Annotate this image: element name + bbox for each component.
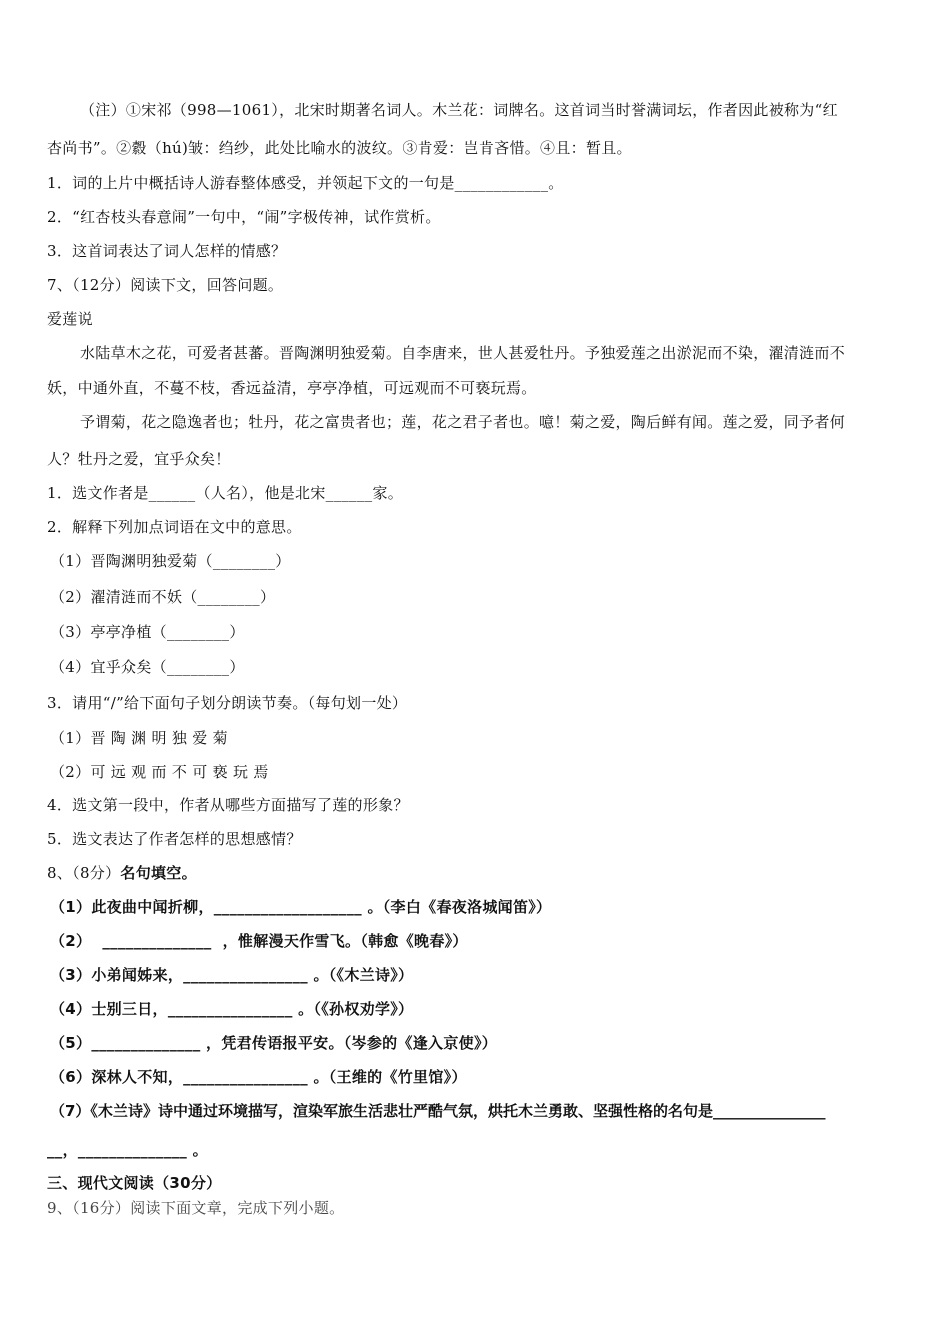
fill-item: （7）《木兰诗》诗中通过环境描写，渲染军旅生活悲壮严酷气氛，烘托木兰勇敢、坚强性格的名句是_______________ xyxy=(50,1102,826,1120)
question-8-title: 名句填空。 xyxy=(120,864,197,882)
passage-para1-line1: 水陆草木之花，可爱者甚蕃。晋陶渊明独爱菊。自李唐来，世人甚爱牡丹。予独爱莲之出淤泥而不染，濯清涟而不 xyxy=(80,344,846,362)
question-7-2: 2．解释下列加点词语在文中的意思。 xyxy=(47,518,302,536)
passage-para1-line2: 妖，中通外直，不蔓不枝，香远益清，亭亭净植，可远观而不可亵玩焉。 xyxy=(47,379,537,397)
question-7-5: 5．选文表达了作者怎样的思想感情？ xyxy=(47,830,302,848)
question-8-header xyxy=(47,863,197,883)
question-7-4: 4．选文第一段中，作者从哪些方面描写了莲的形象？ xyxy=(47,796,409,814)
fill-item: （6）深林人不知，________________ 。（王维的《竹里馆》） xyxy=(50,1068,467,1086)
fill-item: （5）______________ ，凭君传语报平安。（岑参的《逢入京使》） xyxy=(50,1034,498,1052)
passage-para2-line1: 予谓菊，花之隐逸者也；牡丹，花之富贵者也；莲，花之君子者也。噫！菊之爱，陶后鲜有闻。莲之爱，同予者何 xyxy=(80,413,846,431)
section-heading: 三、现代文阅读（30分） xyxy=(47,1174,222,1192)
question-7-1: 1．选文作者是______（人名），他是北宋______家。 xyxy=(47,484,404,502)
note-line-2: 杏尚书”。②縠（hú)皱：绉纱，此处比喻水的波纹。③肯爱：岂肯吝惜。④且：暂且。 xyxy=(47,139,632,157)
question-7-2-item: （3）亭亭净植（________） xyxy=(50,623,245,641)
question-7-3: 3．请用“/”给下面句子划分朗读节奏。（每句划一处） xyxy=(47,694,408,712)
question-9-header: 9、（16分）阅读下面文章，完成下列小题。 xyxy=(47,1199,345,1217)
fill-item-continued: __，______________ 。 xyxy=(47,1141,208,1159)
passage-para2-line2: 人？牡丹之爱，宜乎众矣！ xyxy=(47,450,231,468)
question-7-3-item: （1）晋 陶 渊 明 独 爱 菊 xyxy=(50,729,228,747)
fill-item: （4）士别三日，________________ 。（《孙权劝学》） xyxy=(50,1000,414,1018)
question-7-2-item: （1）晋陶渊明独爱菊（________） xyxy=(50,552,291,570)
fill-item: （2） ______________ ，惟解漫天作雪飞。（韩愈《晚春》） xyxy=(50,932,468,950)
note-line-1: （注）①宋祁（998—1061），北宋时期著名词人。木兰花：词牌名。这首词当时誉满词坛，作者因此被称为“红 xyxy=(80,101,838,119)
fill-item: （1）此夜曲中闻折柳，___________________ 。（李白《春夜洛城闻笛》） xyxy=(50,898,552,916)
question-7-2-item: （4）宜乎众矣（________） xyxy=(50,658,245,676)
question-8-score: 8、（8分） xyxy=(47,864,121,882)
fill-item: （3）小弟闻姊来，________________ 。（《木兰诗》） xyxy=(50,966,414,984)
question-7-2-item: （2）濯清涟而不妖（________） xyxy=(50,588,276,606)
question-6-1: 1．词的上片中概括诗人游春整体感受，并领起下文的一句是____________。 xyxy=(47,174,564,192)
question-6-3: 3．这首词表达了词人怎样的情感？ xyxy=(47,242,287,260)
question-7-3-item: （2）可 远 观 而 不 可 亵 玩 焉 xyxy=(50,763,269,781)
question-6-2: 2．“红杏枝头春意闹”一句中，“闹”字极传神，试作赏析。 xyxy=(47,208,441,226)
passage-title: 爱莲说 xyxy=(47,310,93,328)
question-7-header: 7、（12分）阅读下文，回答问题。 xyxy=(47,276,284,294)
